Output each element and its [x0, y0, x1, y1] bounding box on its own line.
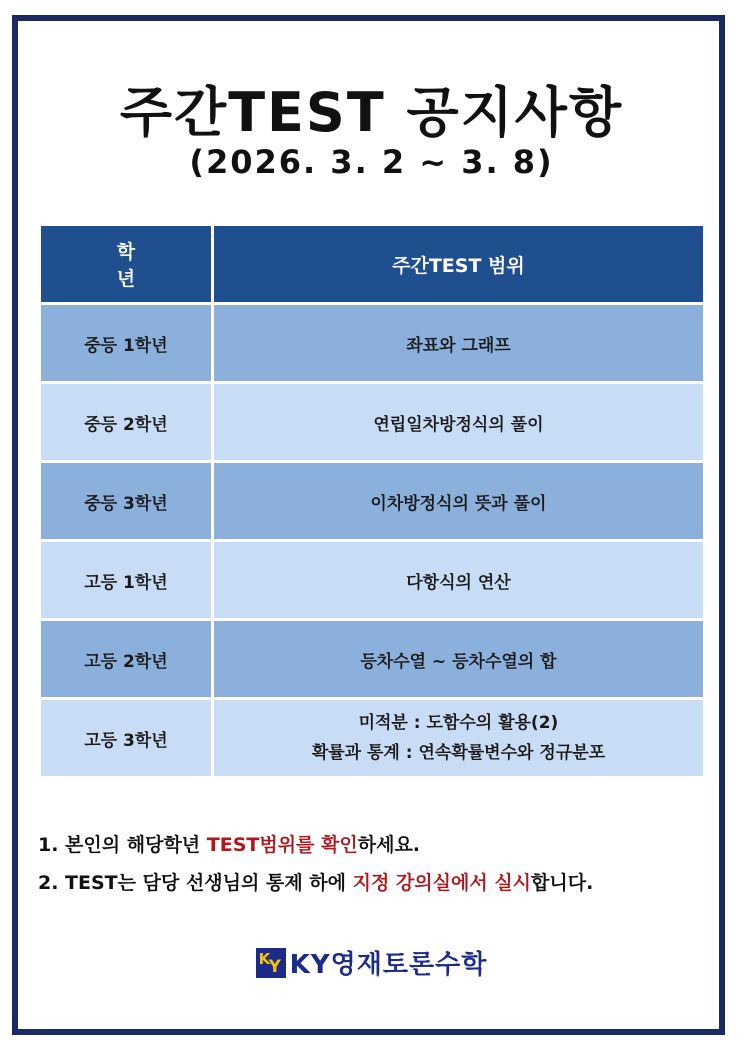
notice-list: [38, 826, 718, 902]
page-title: 주간TEST 공지사항: [119, 81, 624, 144]
table-row: [40, 699, 705, 778]
table-row: [40, 304, 705, 383]
logo-text: KY영재토론수학: [289, 950, 488, 980]
table-row: [40, 620, 705, 699]
grade-cell: 중등 1학년: [40, 304, 213, 383]
table-row: [40, 541, 705, 620]
notice-highlight: 지정 강의실에서 실시: [352, 872, 532, 894]
range-line-calculus: 미적분 : 도함수의 활용(2): [358, 713, 559, 733]
range-cell: 등차수열 ~ 등차수열의 합: [212, 620, 704, 699]
notice-highlight: TEST범위를 확인: [206, 834, 358, 856]
notice-text: 1. 본인의 해당학년: [38, 834, 207, 856]
logo-badge-icon: K Y: [256, 948, 286, 978]
table-row: [40, 462, 705, 541]
grade-cell: 고등 1학년: [40, 541, 213, 620]
column-header-grade: 학 년: [40, 225, 213, 304]
range-cell: [212, 699, 704, 778]
notice-text: 2. TEST는 담당 선생님의 통제 하에: [38, 872, 353, 894]
column-header-range: 주간TEST 범위: [212, 225, 704, 304]
range-cell: 연립일차방정식의 풀이: [212, 383, 704, 462]
grade-cell: 고등 2학년: [40, 620, 213, 699]
table-row: [40, 383, 705, 462]
notice-item: [38, 826, 718, 864]
notice-text: 하세요.: [357, 834, 421, 856]
notice-item: [38, 864, 718, 902]
test-range-table: [38, 223, 706, 779]
notice-text: 합니다.: [531, 872, 594, 894]
grade-cell: 고등 3학년: [40, 699, 213, 778]
range-cell: 다항식의 연산: [212, 541, 704, 620]
range-cell: 이차방정식의 뜻과 풀이: [212, 462, 704, 541]
table-header-row: [40, 225, 705, 304]
grade-cell: 중등 2학년: [40, 383, 213, 462]
date-range: (2026. 3. 2 ~ 3. 8): [189, 143, 554, 181]
range-cell: 좌표와 그래프: [212, 304, 704, 383]
grade-cell: 중등 3학년: [40, 462, 213, 541]
range-line-statistics: 확률과 통계 : 연속확률변수와 정규분포: [311, 743, 606, 763]
academy-logo: [0, 944, 743, 981]
